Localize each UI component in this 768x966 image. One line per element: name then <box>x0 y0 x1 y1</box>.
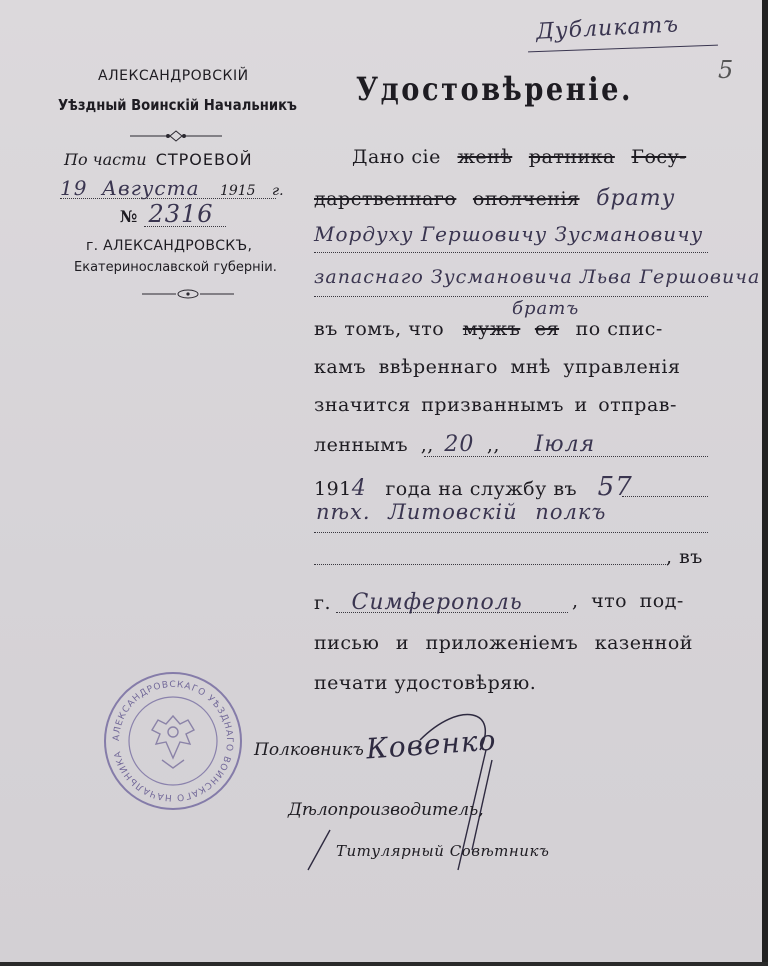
number-label: № <box>120 207 138 226</box>
clerk-rank: Титулярный Совѣтникъ <box>336 842 550 860</box>
struck-state: дарственнаго <box>314 188 457 210</box>
date-sent-rule <box>424 456 708 457</box>
hand-regiment-number: 57 <box>597 472 633 502</box>
city-rule <box>336 612 568 613</box>
body-line-13: писью и приложеніемъ казенной <box>314 632 693 654</box>
issue-date-line <box>60 176 284 200</box>
scan-edge-right <box>762 0 768 966</box>
struck-wife: женѣ <box>457 146 513 168</box>
struck-militia: ополченія <box>472 188 580 210</box>
hand-name-line-1: Мордуху Гершовичу Зусмановичу <box>314 222 704 246</box>
issue-date-month: Августа <box>101 176 200 200</box>
body-line-14: печати удостовѣряю. <box>314 672 537 694</box>
svg-text:АЛЕКСАНДРОВСКАГО УѢЗДНАГО ВОИН <box>112 680 234 802</box>
hand-day: 20 <box>444 432 475 457</box>
struck-her: ея <box>534 318 560 340</box>
regiment-rule <box>314 532 708 533</box>
clerk-label: Дѣлопроизводитель, <box>288 800 484 820</box>
hand-year-digit: 4 <box>351 476 367 501</box>
body-text-sent: леннымъ <box>314 434 409 456</box>
body-line-1 <box>352 146 686 168</box>
body-text-by-lists: по спис- <box>575 318 663 340</box>
body-text-service: года на службу въ <box>385 478 578 500</box>
hand-brother-overwrite: братъ <box>512 298 580 319</box>
issue-date-year: 1915 <box>219 183 256 199</box>
number-value: 2316 <box>148 200 214 228</box>
struck-ratnik: ратника <box>528 146 615 168</box>
body-line-9 <box>314 472 633 502</box>
date-rule <box>60 198 276 199</box>
hand-month: Іюля <box>534 432 596 457</box>
page-number: 5 <box>718 56 734 84</box>
issue-date-suffix: г. <box>272 183 284 199</box>
body-line-2 <box>314 186 675 211</box>
seal-ring-text: АЛЕКСАНДРОВСКАГО УѢЗДНАГО ВОИНСКАГО НАЧАЛЬНИКА <box>111 679 235 803</box>
body-line-12-end: , что под- <box>572 590 684 612</box>
unit-name: СТРОЕВОЙ <box>155 150 253 169</box>
department-line-2: Уѣздный Воинскій Начальникъ <box>58 96 297 114</box>
department-line-1: АЛЕКСАНДРОВСКІЙ <box>98 68 249 84</box>
hand-regiment-name: пѣх. Литовскій полкъ <box>316 500 607 524</box>
body-line-7: значится призваннымъ и отправ- <box>314 394 677 416</box>
body-line-8 <box>314 432 595 457</box>
city-header: г. АЛЕКСАНДРОВСКЪ, <box>86 238 253 254</box>
clerk-signature-stroke <box>300 826 340 876</box>
hand-city: Симферополь <box>351 590 523 615</box>
struck-gosu: Госу- <box>631 146 687 168</box>
struck-husband: мужъ <box>462 318 521 340</box>
body-line-11-end: , въ <box>666 546 703 568</box>
name-rule-1 <box>314 252 708 253</box>
number-rule <box>144 226 226 227</box>
colonel-signature: Ковенко <box>365 723 498 766</box>
unit-line <box>64 150 253 169</box>
eagle-emblem-icon <box>152 716 194 768</box>
scan-edge-bottom <box>0 962 768 966</box>
body-line-6: камъ ввѣреннаго мнѣ управленія <box>314 356 681 378</box>
hand-brother: брату <box>596 186 676 211</box>
colonel-label: Полковникъ <box>254 740 364 760</box>
unit-prefix: По части <box>64 150 147 169</box>
document-number <box>120 200 214 228</box>
quote-close: ,, <box>486 434 500 456</box>
ornament-divider-bottom <box>140 288 236 300</box>
name-rule-2 <box>314 296 708 297</box>
document-title: Удостовѣреніе. <box>356 70 633 108</box>
official-seal <box>100 668 246 814</box>
body-text-given: Дано сіе <box>352 146 441 168</box>
body-text-that: въ томъ, что <box>314 318 445 340</box>
issue-date-day: 19 <box>60 176 88 200</box>
city-prefix: г. <box>314 592 331 614</box>
ornament-divider-top <box>128 130 224 142</box>
quote-open: ,, <box>420 434 434 456</box>
province-header: Екатеринославской губерніи. <box>74 260 277 275</box>
blank-rule <box>314 564 668 565</box>
year-prefix: 191 <box>314 478 352 500</box>
regiment-number-rule <box>622 496 708 497</box>
body-line-5 <box>314 318 663 340</box>
duplicate-note: Дубликатъ <box>535 12 680 45</box>
hand-name-line-2: запаснаго Зусмановича Льва Гершовича <box>314 266 761 288</box>
